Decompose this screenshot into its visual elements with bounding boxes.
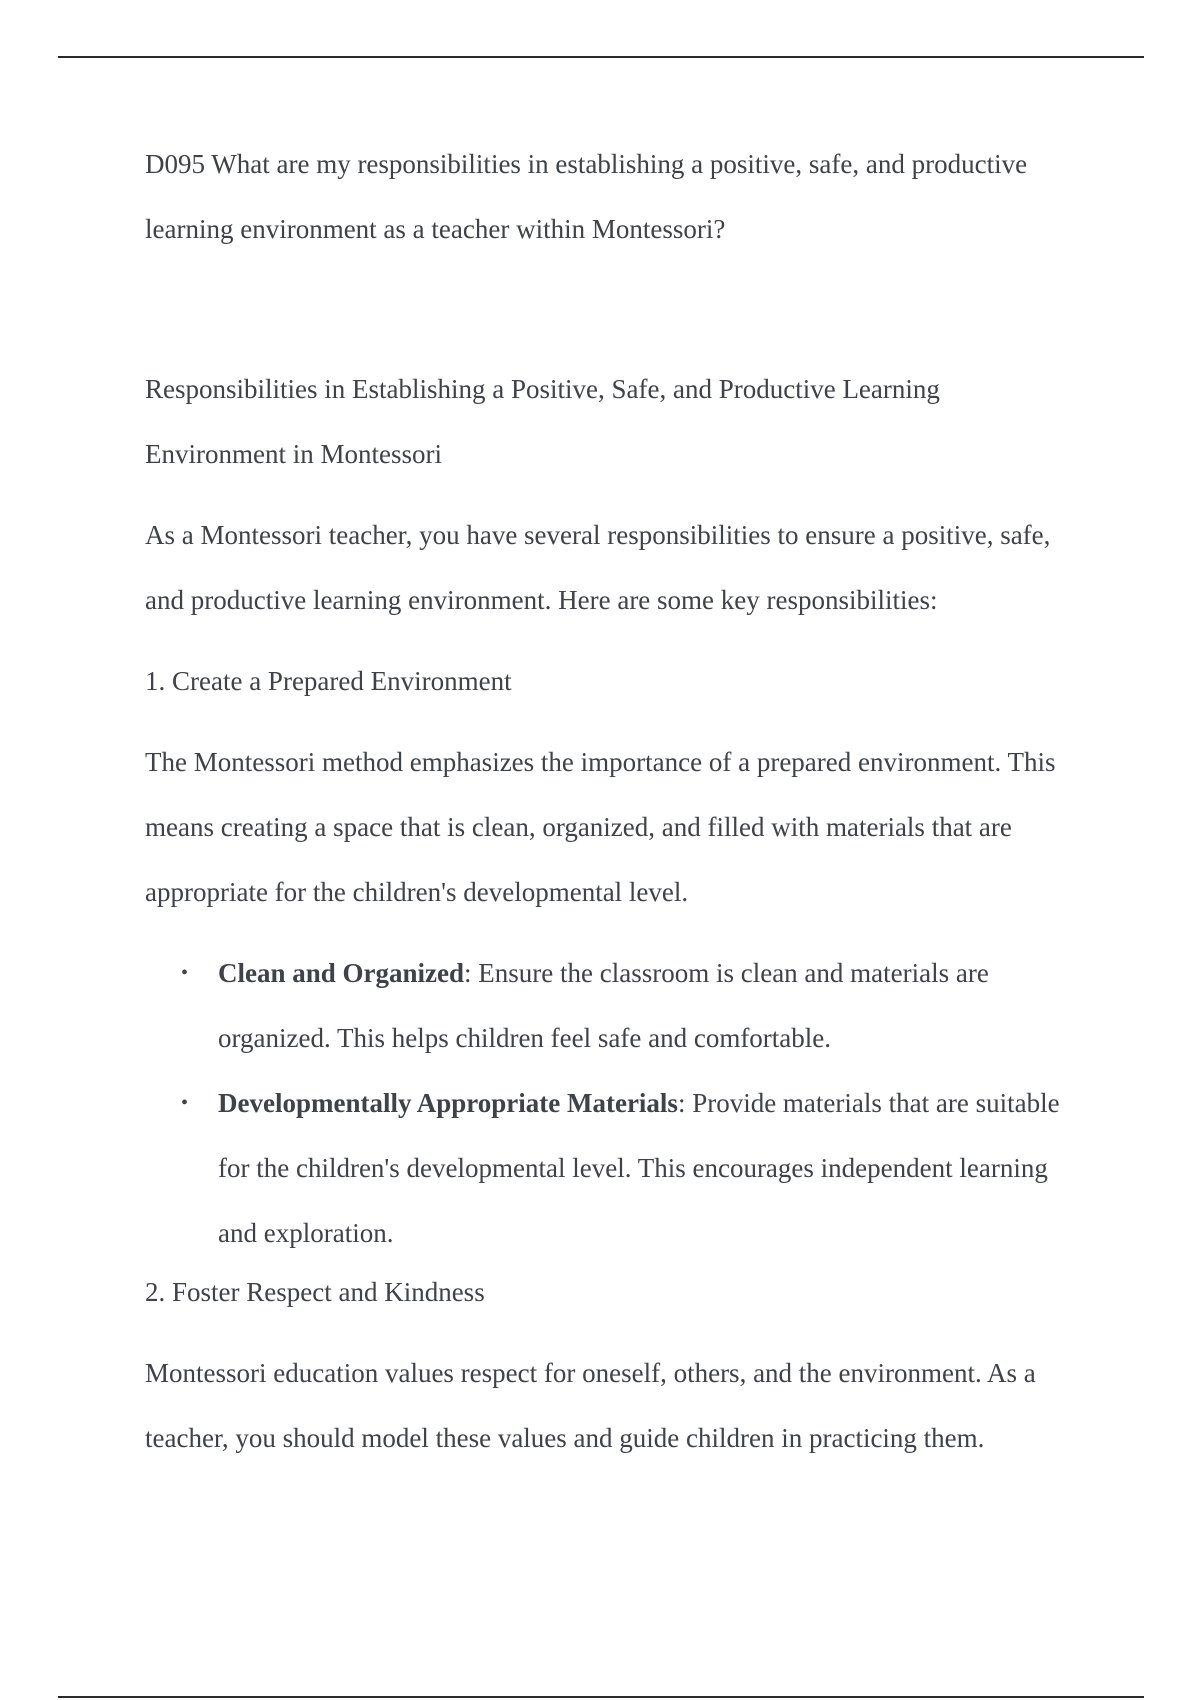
list-item xyxy=(145,941,1065,1071)
step-2-heading: 2. Foster Respect and Kindness xyxy=(145,1277,485,1307)
step-1-body: The Montessori method emphasizes the importance of a prepared environment. This means creating a space that is clean, organized, and filled with materials that are appropriate for the children's developmental level. xyxy=(145,747,1056,907)
intro-paragraph: As a Montessori teacher, you have several responsibilities to ensure a positive, safe, and productive learning environment. Here are some key responsibilities: xyxy=(145,520,1051,615)
bottom-rule xyxy=(58,1696,1144,1698)
bullet-icon: • xyxy=(181,962,189,984)
bullet-text: : Provide materials that are suitable for the children's developmental level. This encourages independent learning and exploration. xyxy=(218,1088,1060,1248)
bullet-label: Developmentally Appropriate Materials xyxy=(218,1088,678,1118)
step-2-body: Montessori education values respect for oneself, others, and the environment. As a teacher, you should model these values and guide children in practicing them. xyxy=(145,1358,1036,1453)
document-body xyxy=(145,132,1065,1487)
step-1-bullet-list xyxy=(145,941,1065,1266)
section-heading: Responsibilities in Establishing a Positive, Safe, and Productive Learning Environment in Montessori xyxy=(145,374,940,469)
top-rule xyxy=(58,56,1144,58)
bullet-text: : Ensure the classroom is clean and materials are organized. This helps children feel safe and comfortable. xyxy=(218,958,989,1053)
bullet-label: Clean and Organized xyxy=(218,958,465,988)
list-item xyxy=(145,1071,1065,1266)
bullet-icon: • xyxy=(181,1092,189,1114)
step-1-heading: 1. Create a Prepared Environment xyxy=(145,666,512,696)
document-title: D095 What are my responsibilities in establishing a positive, safe, and productive learning environment as a teacher within Montessori? xyxy=(145,149,1028,244)
